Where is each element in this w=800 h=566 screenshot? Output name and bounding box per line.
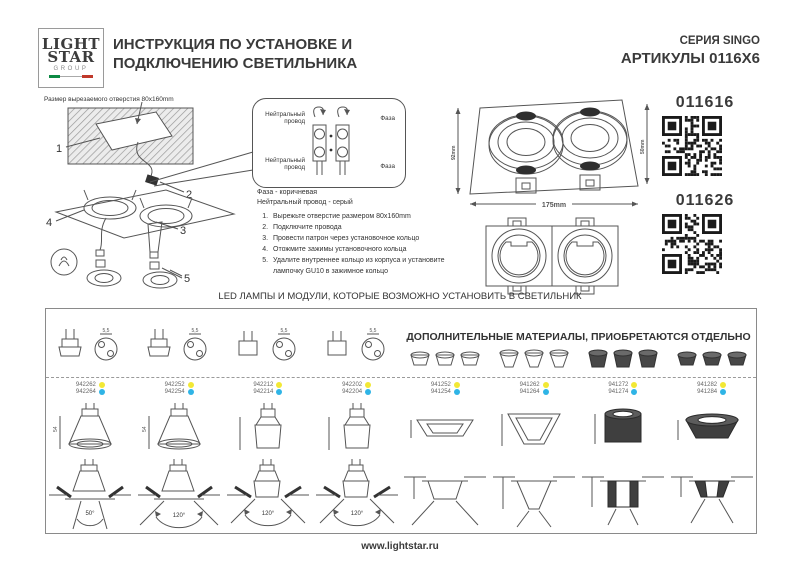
rings-set-icon [494,347,574,373]
install-section-icon [669,457,755,531]
qr-code-011626 [662,214,722,274]
lamp-code: 942212 [253,381,274,388]
dim-width: 175mm [541,202,567,209]
article-block-1 [662,94,748,176]
install-section-icon [402,457,488,531]
spot-ring-right [553,108,627,191]
extras-column-2 [490,309,579,533]
ring-cone-icon [494,400,574,456]
par-lamp-icon [228,400,308,456]
rings-set-icon [583,347,663,373]
rings-set-icon [405,347,485,373]
install-section-icon [47,457,133,531]
terminal-block [307,103,355,183]
lamp-code: 942262 [75,381,96,388]
part-label-1: 1 [56,143,63,155]
color-dot-yellow [543,382,549,388]
beam-angle: 120° [172,513,186,519]
lamp-column-1 [46,309,135,533]
color-dot-yellow [365,382,371,388]
ring-code: 941274 [608,388,629,395]
rings-set-icon [672,347,752,373]
product-dimension-drawing [450,90,655,295]
ring-code: 941284 [697,388,718,395]
article-code-011626: 011626 [675,192,735,209]
install-section-icon [136,457,222,531]
install-section-icon [580,457,666,531]
step-3: 3. Провести патрон через установочное кольцо [270,234,469,245]
beam-angle: 120° [350,511,363,517]
articles-label: АРТИКУЛЫ 0116X6 [620,50,760,67]
dim-depth: 50mm [640,139,646,154]
series-block [621,35,760,67]
gu10-base-icon [228,323,308,373]
mr16-lamp-icon [139,400,219,456]
cutout-size-caption: Размер вырезаемого отверстия 80x160mm [44,96,174,103]
lamps-band-title: LED ЛАМПЫ И МОДУЛИ, КОТОРЫЕ ВОЗМОЖНО УСТАНОВИТЬ В СВЕТИЛЬНИК [218,291,582,302]
color-dot-blue [454,389,460,395]
color-dot-blue [365,389,371,395]
svg-text:54: 54 [53,426,60,432]
logo-text: LIGHT [41,34,101,53]
lamp-code: 942202 [342,381,363,388]
lamp-code: 942254 [164,388,185,395]
install-section-icon [491,457,577,531]
article-code-011616: 011616 [675,94,735,111]
color-dot-yellow [454,382,460,388]
gu10-base-icon [317,323,397,373]
front-view-drawing [486,218,618,294]
mr16-lamp-icon [50,400,130,456]
extras-column-3 [579,309,668,533]
ring-code: 941262 [519,381,540,388]
color-dot-blue [543,389,549,395]
spot-ring-left [489,112,563,194]
part-label-5: 5 [184,273,191,285]
label-phase-bottom: Фаза [380,163,395,170]
gu10-base-icon [139,323,219,373]
color-dot-yellow [720,382,726,388]
lamp-column-2 [135,309,224,533]
part-label-4: 4 [46,217,53,229]
detail-circle [51,249,77,275]
extras-title: ДОПОЛНИТЕЛЬНЫЕ МАТЕРИАЛЫ, ПРИОБРЕТАЮТСЯ ОТДЕЛЬНО [406,331,751,343]
callout-lines [150,148,254,188]
extras-column-1 [401,309,490,533]
gu10-base-icon [50,323,130,373]
wire-color-legend [257,188,353,208]
page-title: ИНСТРУКЦИЯ ПО УСТАНОВКЕ И ПОДКЛЮЧЕНИЮ СВЕТИЛЬНИКА [113,36,358,72]
color-dot-blue [276,389,282,395]
dim-height: 92mm [451,145,457,160]
step-1: 1. Вырежьте отверстие размером 80x160mm [270,212,469,223]
part-label-3: 3 [180,225,187,237]
part-label-2: 2 [186,189,193,201]
ring-code: 941252 [430,381,451,388]
ring-code: 941254 [430,388,451,395]
lamp-code: 942214 [253,388,274,395]
svg-text:5,5: 5,5 [102,328,110,334]
qr-code-011616 [662,116,722,176]
exploded-view-diagram [38,102,253,292]
ring-side-icon [405,400,485,456]
install-section-icon [314,457,400,531]
phase-color: Фаза - коричневая [257,189,318,196]
installation-steps [257,212,469,278]
svg-text:5,5: 5,5 [191,328,199,334]
lamp-column-4 [312,309,401,533]
color-dot-blue [631,389,637,395]
color-dot-yellow [276,382,282,388]
logo-flag-italy [49,75,93,79]
ring-code: 941282 [697,381,718,388]
ring-code: 941264 [519,388,540,395]
color-dot-yellow [631,382,637,388]
neutral-color: Нейтральный провод - серый [257,199,353,206]
ring-code: 941272 [608,381,629,388]
label-neutral-bottom: Нейтральный провод [265,157,305,171]
article-block-2 [662,192,748,274]
extras-column-4 [667,309,756,533]
lamp-code: 942264 [75,388,96,395]
lamp-code: 942204 [342,388,363,395]
dark-cylinder-icon [583,400,663,456]
label-phase-top: Фаза [380,115,395,122]
svg-text:5,5: 5,5 [280,328,288,334]
series-label: СЕРИЯ SINGO [679,35,760,47]
wiring-diagram-box [252,98,406,188]
lamp-column-3 [224,309,313,533]
install-section-icon [225,457,311,531]
step-2: 2. Подключите провода [270,223,469,234]
lamp-code: 942252 [164,381,185,388]
color-dot-yellow [99,382,105,388]
dark-ring-icon [672,400,752,456]
color-dot-blue [99,389,105,395]
step-4: 4. Отожмите зажимы установочного кольца [270,245,469,256]
svg-text:54: 54 [142,426,149,432]
color-dot-yellow [188,382,194,388]
lamp-options-table [45,308,757,534]
beam-angle: 50° [85,511,95,517]
beam-angle: 120° [261,511,275,517]
website-url: www.lightstar.ru [361,541,439,552]
lightstar-logo: LIGHT STAR GROUP [38,28,104,88]
step-5: 5. Удалите внутреннее кольцо из корпуса и установите лампочку GU10 в зажимное кольцо [270,256,469,277]
color-dot-blue [720,389,726,395]
par-lamp-icon [317,400,397,456]
color-dot-blue [188,389,194,395]
svg-text:5,5: 5,5 [369,328,377,334]
label-neutral-top: Нейтральный провод [265,111,305,125]
